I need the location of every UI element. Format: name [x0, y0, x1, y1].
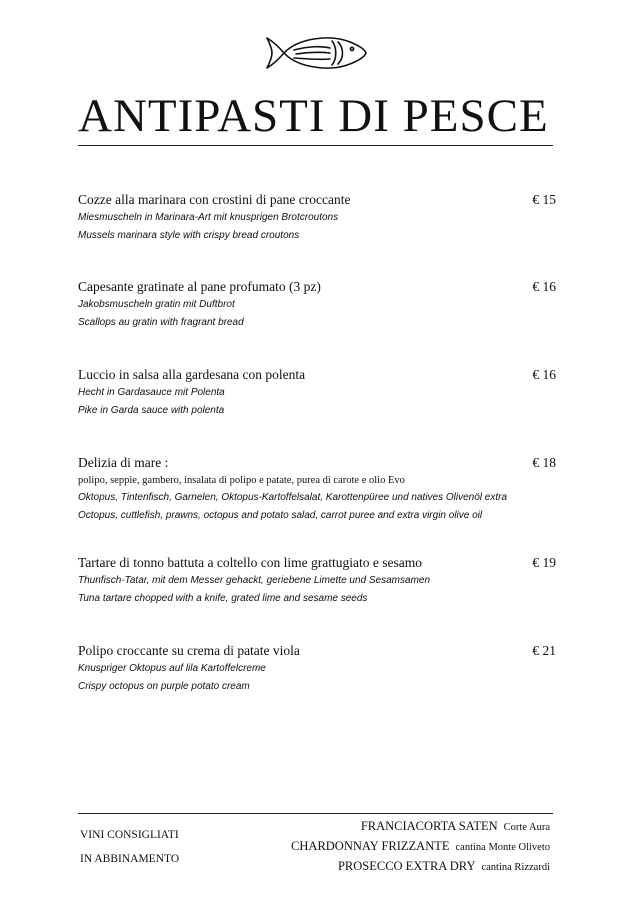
- dish-price: € 18: [532, 455, 556, 470]
- menu-item: [78, 642, 556, 696]
- menu-item: [78, 366, 556, 420]
- dish-name: Delizia di mare :: [78, 455, 169, 470]
- dish-ingredients: polipo, seppie, gambero, insalata di polipo e patate, purea di carote e olio Evo: [78, 475, 405, 486]
- dish-description-en: Pike in Garda sauce with polenta: [78, 405, 225, 416]
- dish-name: Capesante gratinate al pane profumato (3 pz): [78, 279, 321, 294]
- wine-item: [291, 857, 550, 877]
- dish-price: € 15: [532, 192, 556, 207]
- dish-description-en: Mussels marinara style with crispy bread croutons: [78, 230, 300, 241]
- wine-name: CHARDONNAY FRIZZANTE: [291, 839, 450, 853]
- dish-description-de: Miesmuscheln in Marinara-Art mit knusprigen Brotcroutons: [78, 212, 339, 223]
- wine-pairing-label-line2: IN ABBINAMENTO: [80, 853, 180, 865]
- footer-divider: [78, 813, 553, 814]
- dish-description-de: Knuspriger Oktopus auf lila Kartoffelcreme: [78, 663, 266, 674]
- dish-price: € 21: [532, 643, 556, 658]
- page-title: ANTIPASTI DI PESCE: [78, 90, 549, 142]
- wine-name: PROSECCO EXTRA DRY: [337, 859, 476, 873]
- wine-item: [291, 817, 550, 837]
- dish-description-de: Oktopus, Tintenfisch, Garnelen, Oktopus-Kartoffelsalat, Karottenpüree und natives Olivenöl extra: [78, 492, 508, 503]
- dish-description-en: Tuna tartare chopped with a knife, grated lime and sesame seeds: [78, 593, 368, 604]
- dish-price: € 16: [532, 279, 556, 294]
- wine-pairing-label: [80, 823, 179, 871]
- dish-description-de: Hecht in Gardasauce mit Polenta: [78, 387, 225, 398]
- menu-item: [78, 278, 556, 332]
- dish-description-en: Crispy octopus on purple potato cream: [78, 681, 250, 692]
- dish-price: € 16: [532, 367, 556, 382]
- wine-producer: cantina Rizzardi: [481, 862, 550, 873]
- dish-name: Tartare di tonno battuta a coltello con lime grattugiato e sesamo: [78, 555, 422, 570]
- dish-description-en: Scallops au gratin with fragrant bread: [78, 317, 244, 328]
- dish-description-de: Jakobsmuscheln gratin mit Duftbrot: [78, 299, 235, 310]
- menu-item: [78, 454, 556, 525]
- wine-producer: Corte Aura: [503, 822, 550, 833]
- wine-producer: cantina Monte Oliveto: [455, 842, 550, 853]
- wine-item: [291, 837, 550, 857]
- title-divider: [78, 145, 553, 146]
- menu-item: [78, 554, 556, 608]
- menu-item: [78, 191, 556, 245]
- dish-name: Luccio in salsa alla gardesana con polenta: [78, 367, 306, 382]
- fish-icon: [264, 32, 368, 74]
- dish-price: € 19: [532, 555, 556, 570]
- dish-description-en: Octopus, cuttlefish, prawns, octopus and potato salad, carrot puree and extra virgin olive oil: [78, 510, 483, 521]
- wine-list: [291, 817, 550, 877]
- wine-name: FRANCIACORTA SATEN: [360, 819, 498, 833]
- dish-description-de: Thunfisch-Tatar, mit dem Messer gehackt, geriebene Limette und Sesamsamen: [78, 575, 431, 586]
- wine-pairing-label-line1: VINI CONSIGLIATI: [80, 829, 179, 841]
- dish-name: Polipo croccante su crema di patate viola: [78, 643, 300, 658]
- dish-name: Cozze alla marinara con crostini di pane croccante: [78, 192, 351, 207]
